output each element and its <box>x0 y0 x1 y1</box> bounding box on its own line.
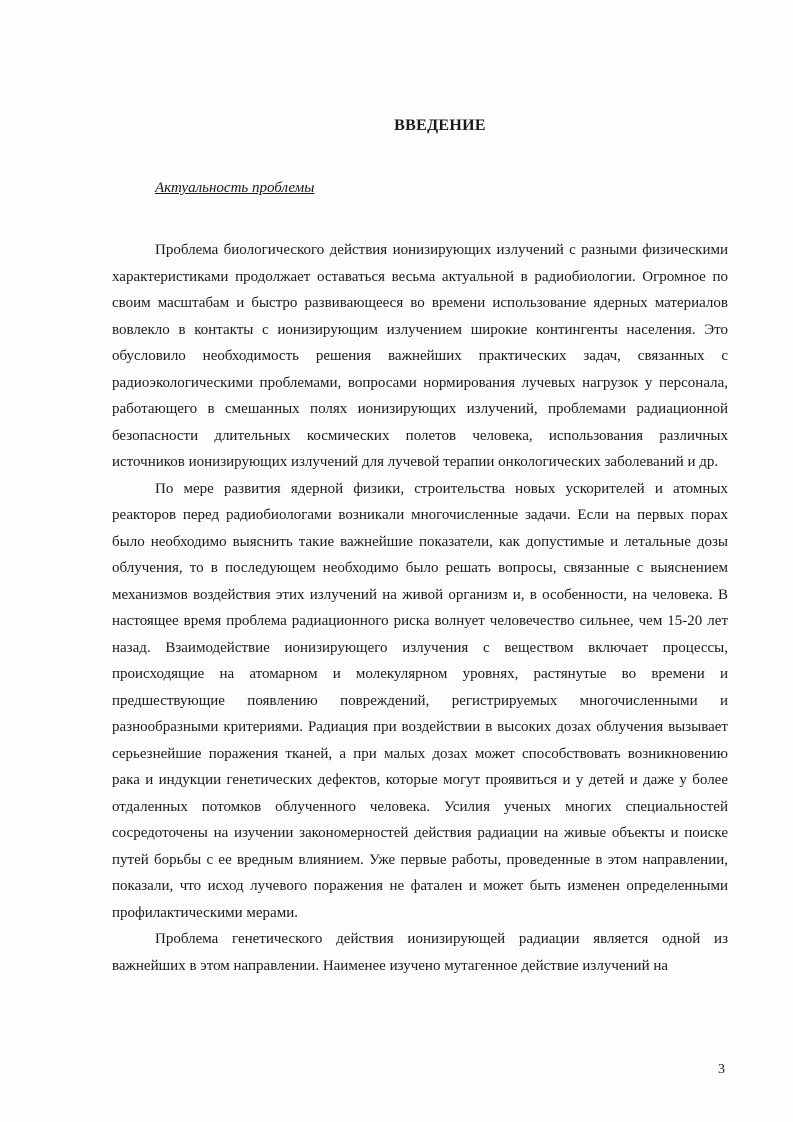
page-number: 3 <box>718 1062 725 1077</box>
section-heading: Актуальность проблемы <box>155 180 315 196</box>
body-text <box>112 237 728 979</box>
paragraph: Проблема биологического действия ионизирующих излучений с разными физическими характеристиками продолжает оставаться весьма актуальной в радиобиологии. Огромное по своим масштабам и быстро развивающееся во времени использование ядерных материалов вовлекло в контакты с ионизирующим излучением широкие контингенты населения. Это обусловило необходимость решения важнейших практических задач, связанных с радиоэкологическими проблемами, вопросами нормирования лучевых нагрузок у персонала, работающего в смешанных полях ионизирующих излучений, проблемами радиационной безопасности длительных космических полетов человека, использования различных источников ионизирующих излучений для лучевой терапии онкологических заболеваний и др. <box>112 242 728 470</box>
page-title: ВВЕДЕНИЕ <box>394 117 486 134</box>
paragraph: По мере развития ядерной физики, строительства новых ускорителей и атомных реакторов перед радиобиологами возникали многочисленные задачи. Если на первых порах было необходимо выяснить такие важнейшие показатели, как допустимые и летальные дозы облучения, то в последующем необходимо было решать вопросы, связанные с выяснением механизмов воздействия этих излучений на живой организм и, в особенности, на человека. В настоящее время проблема радиационного риска волнует человечество сильнее, чем 15-20 лет назад. Взаимодействие ионизирующего излучения с веществом включает процессы, происходящие на атомарном и молекулярном уровнях, растянутые во времени и предшествующие появлению повреждений, регистрируемых многочисленными и разнообразными критериями. Радиация при воздействии в высоких дозах облучения вызывает серьезнейшие поражения тканей, а при малых дозах может способствовать возникновению рака и индукции генетических дефектов, которые могут проявиться и у детей и даже у более отдаленных потомков облученного человека. Усилия ученых многих специальностей сосредоточены на изучении закономерностей действия радиации на живые объекты и поиске путей борьбы с ее вредным влиянием. Уже первые работы, проведенные в этом направлении, показали, что исход лучевого поражения не фатален и может быть изменен определенными профилактическими мерами. <box>112 480 728 921</box>
paragraph: Проблема генетического действия ионизирующей радиации является одной из важнейших в этом направлении. Наименее изучено мутагенное действие излучений на <box>112 931 728 974</box>
